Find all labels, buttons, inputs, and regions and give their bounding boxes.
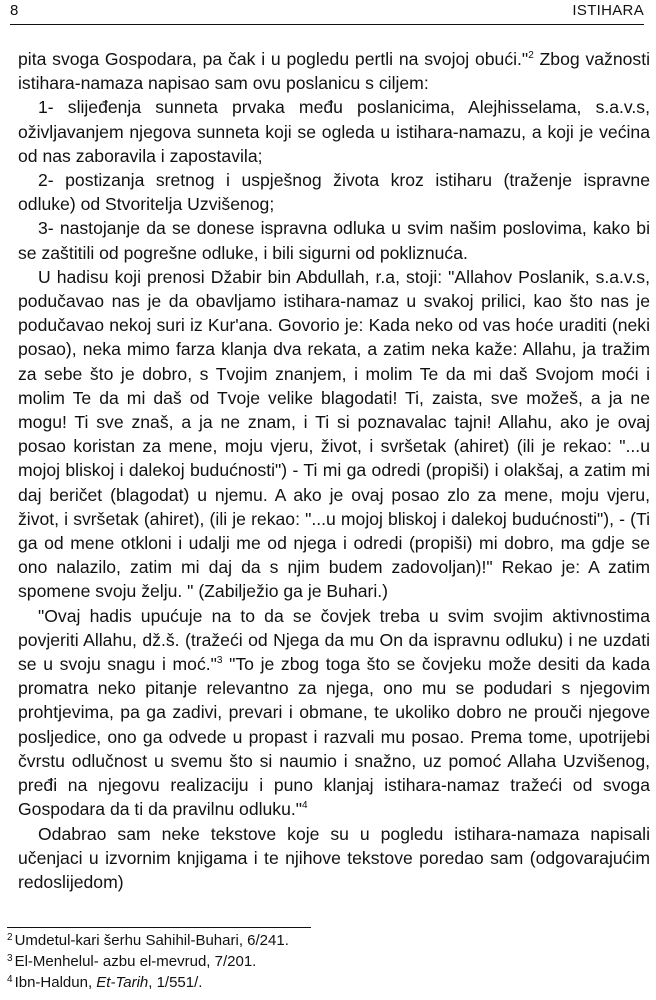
footnote-4: $^4$ Ibn-Haldun, Et-Tarih, 1/551/. (7, 974, 203, 991)
hadith-paragraph: U hadisu koji prenosi Džabir bin Abdullah, r.a, stoji: "Allahov Poslanik, s.a.v.s, podučavao nas je da obavljamo istihara-namaz u svakoj prilici, kao što nas je podučavao nekoj suri iz Kur'ana. Govorio je: Kada neko od vas hoće uraditi (neki posao), neka mimo farza klanja dva rekata, a zatim neka kaže: Allahu, ja tražim za sebe što je dobro, s Tvojim znanjem, i molim Te da mi daš Svojom moći i molim Te da mi daš od Tvoje velike blagodati! Ti, zaista, sve možeš, a ja ne mogu! Ti sve znaš, a ja ne znam, i Ti si poznavalac tajni! Allahu, ako je ovaj posao koristan za mene, moju vjeru, život, i svršetak (ahiret) (ili je rekao: "...u mojoj bliskoj i dalekoj budućnosti") - Ti mi ga odredi (propiši) i olakšaj, a zatim mi daj beričet (blagodat) u njemu. A ako je ovaj posao zlo za mene, moju vjeru, život, i svršetak (ahiret), (ili je rekao: "...u mojoj bliskoj i dalekoj budućnosti"), - (Ti ga od mene otkloni i udalji me od njega i odredi (propiši) mi dobro, ma gdje se ono nalazilo, zatim mi daj da s njim budem zadovoljan)!" Rekao je: A zatim spomene svoju želju. " (Zabilježio ga je Buhari.) (18, 266, 650, 602)
footnote-ref: 4 (302, 800, 308, 812)
commentary-paragraph: "Ovaj hadis upućuje na to da se čovjek treba u svim svojim aktivnostima povjeriti Allahu, dž.š. (tražeći od Njega da mu On da ispravnu odluku) i ne uzdati se u svoju snagu i moć."$^3$ "To je zbog toga što se čovjeku može desiti da kada promatra neko pitanje relevantno za njega, ono mu se podudari s njegovim prohtjevima, pa ga zadivi, prevari i obmane, te ukoliko dobro ne prouči njegove posljedice, ono ga odvede u propast i razvali mu posao. Prema tome, upotrijebi čvrstu odlučnost u svemu što si naumio i snažno, uz pomoć Allaha Uzvišenog, pređi na njegovu realizaciju i puno klanjaj istihara-namaz tražeći od svoga Gospodara da ti da pravilnu odluku."$^4$ (18, 605, 650, 820)
footnote-3: $^3$ El-Menhelul- azbu el-mevrud, 7/201. (7, 953, 257, 970)
running-title: ISTIHARA (572, 2, 644, 19)
footnote-ref: 3 (216, 655, 223, 667)
closing-paragraph: Odabrao sam neke tekstove koje su u pogledu istihara-namaza napisali učenjaci u izvornim knjigama i te njihove tekstove poredao sam (odgovarajućim redoslijedom) (18, 823, 650, 892)
page-body (18, 47, 650, 894)
goal-item-1: 1- slijeđenja sunneta prvaka među poslanicima, Alejhisselama, s.a.v.s, oživljavanjem njegova sunneta koji se ogleda u istihara-namazu, a koji je većina od nas zaboravila i zapostavila; (18, 97, 650, 166)
footnote-2: $^2$ Umdetul-kari šerhu Sahihil-Buhari, 6/241. (7, 932, 289, 949)
footnotes (7, 930, 289, 993)
paragraph-continuation: pita svoga Gospodara, pa čak i u pogledu pertli na svojoj obući."$^2$ Zbog važnosti istihara-namaza napisao sam ovu poslanicu s ciljem: (18, 49, 650, 94)
page-number: 8 (10, 2, 19, 19)
goal-item-3: 3- nastojanje da se donese ispravna odluka u svim našim poslovima, kako bi se zaštitili od pogrešne odluke, i bili sigurni od pokliznuća. (18, 218, 650, 263)
running-header (10, 2, 644, 25)
footnote-ref: 2 (528, 50, 534, 62)
footnote-divider (7, 927, 311, 928)
goal-item-2: 2- postizanja sretnog i uspješnog života kroz istiharu (traženje ispravne odluke) od Stvoritelja Uzvišenog; (18, 170, 650, 215)
